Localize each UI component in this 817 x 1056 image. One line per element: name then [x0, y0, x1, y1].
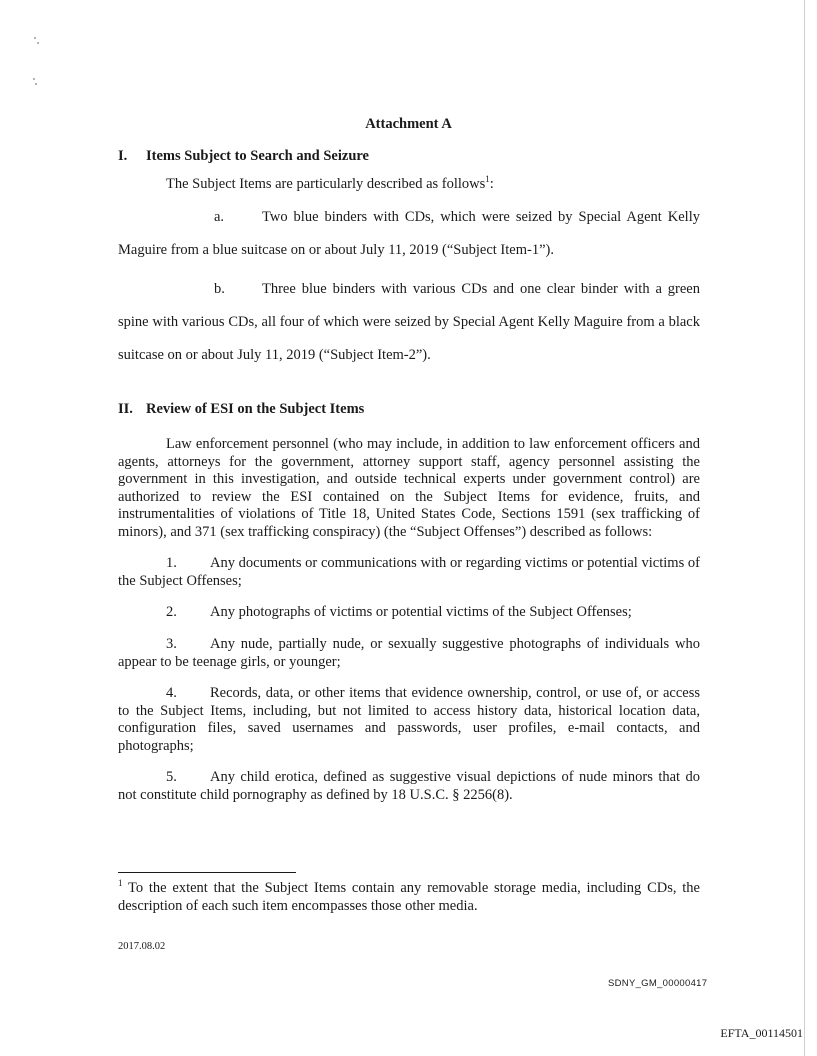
footnote-reference: 1	[485, 174, 490, 185]
item-b-letter: b.	[214, 281, 225, 297]
list-item	[118, 685, 700, 755]
section-1-intro-text: The Subject Items are particularly described as follows	[166, 176, 486, 192]
efta-number: EFTA_00114501	[720, 1026, 803, 1040]
list-item-text: Any photographs of victims or potential victims of the Subject Offenses;	[210, 604, 632, 620]
section-1-title: Items Subject to Search and Seizure	[146, 148, 369, 164]
section-2-number: II.	[118, 401, 133, 417]
footnote	[118, 880, 700, 915]
page-edge-line	[804, 0, 805, 1056]
footnote-mark: 1	[118, 878, 123, 889]
section-1-intro	[118, 168, 700, 201]
list-item-number: 4.	[166, 685, 177, 701]
date-code: 2017.08.02	[118, 941, 166, 952]
list-item-number: 5.	[166, 769, 177, 785]
list-item-number: 3.	[166, 636, 177, 652]
section-2-heading	[118, 401, 364, 418]
bates-number: SDNY_GM_00000417	[608, 978, 708, 989]
section-1-heading	[118, 148, 369, 165]
section-2-title: Review of ESI on the Subject Items	[146, 401, 365, 417]
list-item-number: 1.	[166, 555, 177, 571]
scan-speck	[33, 78, 35, 80]
footnote-separator	[118, 872, 296, 873]
section-1-number: I.	[118, 148, 128, 164]
item-a-text: Two blue binders with CDs, which were seized by Special Agent Kelly Maguire from a blue suitcase on or about July 11, 2019 (“Subject Item-1”).	[118, 209, 700, 258]
list-item	[118, 555, 700, 590]
list-item	[118, 604, 700, 622]
list-item-text: Records, data, or other items that evidence ownership, control, or use of, or access to the Subject Items, including, but not limited to access history data, historical location data, configuration files, saved usernames and passwords, user profiles, e-mail contacts, and photographs;	[118, 685, 700, 754]
list-item-text: Any nude, partially nude, or sexually suggestive photographs of individuals who appear to be teenage girls, or younger;	[118, 636, 700, 670]
scan-speck	[37, 42, 39, 44]
item-b	[118, 273, 700, 372]
document-title: Attachment A	[365, 116, 452, 132]
list-item	[118, 636, 700, 671]
section-1-intro-colon: :	[489, 176, 494, 192]
list-item-text: Any documents or communications with or regarding victims or potential victims of the Subject Offenses;	[118, 555, 700, 589]
list-item-number: 2.	[166, 604, 177, 620]
scan-speck	[34, 37, 36, 39]
list-item	[118, 769, 700, 804]
footnote-text: To the extent that the Subject Items contain any removable storage media, including CDs, the description of each such item encompasses those other media.	[118, 880, 700, 914]
item-a	[118, 201, 700, 267]
item-b-text: Three blue binders with various CDs and one clear binder with a green spine with various CDs, all four of which were seized by Special Agent Kelly Maguire from a black suitcase on or about July 11, 2019 (“Subject Item-2”).	[118, 281, 700, 363]
list-item-text: Any child erotica, defined as suggestive visual depictions of nude minors that do not constitute child pornography as defined by 18 U.S.C. § 2256(8).	[118, 769, 700, 803]
section-2-intro: Law enforcement personnel (who may include, in addition to law enforcement officers and agents, attorneys for the government, attorney support staff, agency personnel assisting the government in this investigation, and outside technical experts under government control) are authorized to review the ESI contained on the Subject Items for evidence, fruits, and instrumentalities of violations of Title 18, United States Code, Sections 1591 (sex trafficking of minors), and 371 (sex trafficking conspiracy) (the “Subject Offenses”) described as follows:	[118, 436, 700, 540]
item-a-letter: a.	[214, 209, 225, 225]
scan-speck	[35, 83, 37, 85]
